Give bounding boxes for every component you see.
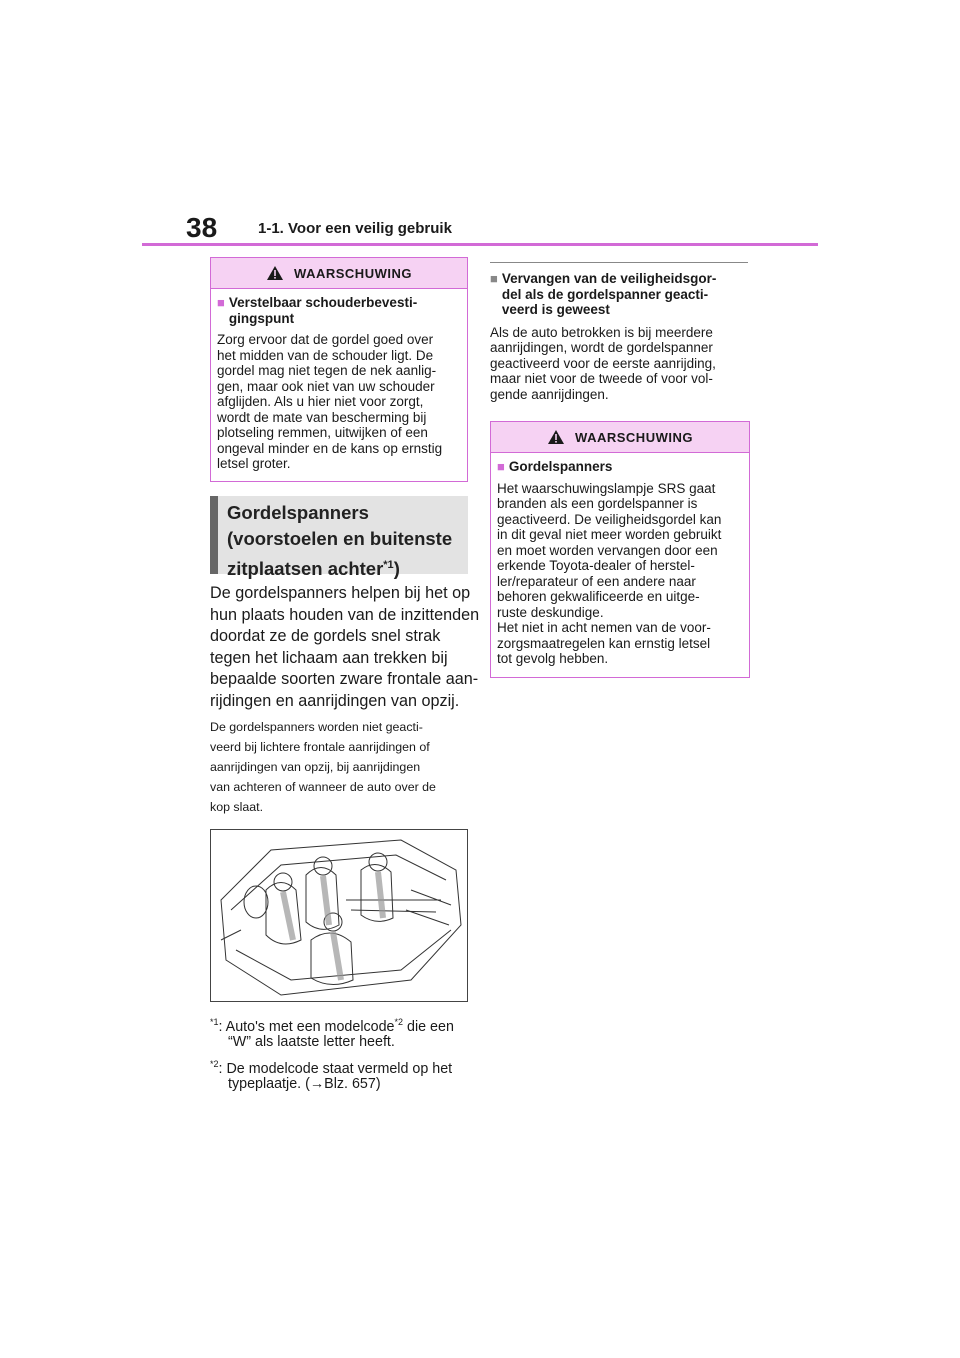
warning-label: WAARSCHUWING — [294, 265, 412, 281]
heading-line-1: Gordelspanners — [227, 502, 369, 523]
warning-subtitle-text: Gordelspanners — [508, 459, 613, 474]
warning-triangle-icon — [266, 265, 284, 281]
page-number: 38 — [186, 212, 218, 243]
warning-triangle-icon — [547, 429, 565, 445]
warning-text: Zorg ervoor dat de gordel goed over het midden van de schouder ligt. De gordel mag niet tegen de nek aanlig- gen, maar ook niet van uw schouder afglijden. Als u hier niet voor zorgt, wordt de mate van bescherming bij plotseling remmen, uitwijken of een ongeval minder en de kans op ernstig letsel groter. — [217, 332, 443, 471]
footnote-1: $^{*1}$: Auto's met een modelcode$^{*2}$ die een — [210, 1017, 454, 1035]
right-section-text: Als de auto betrokken is bij meerdere aanrijdingen, wordt de gordelspanner geactiveerd voor de eerste aanrijding, maar niet voor de tweede of voor vol- gende aanrijdingen. — [490, 324, 716, 402]
footnote-2-cont: typeplaatje. (→Blz. 657) — [228, 1076, 381, 1092]
square-bullet-icon: ■ — [217, 295, 225, 310]
warning-subtitle — [217, 295, 461, 326]
heading-line-3: zitplaatsen achter$^{*1}$) — [227, 558, 400, 580]
note-paragraph: De gordelspanners worden niet geacti- veerd bij lichtere frontale aanrijdingen of aanrijdingen van opzij, bij aanrijdingen van achteren of wanneer de auto over de kop slaat. — [210, 720, 436, 814]
right-section — [490, 263, 750, 402]
footnote-2: $^{*2}$: De modelcode staat vermeld op het — [210, 1059, 453, 1077]
section-heading — [210, 496, 468, 580]
right-section-title: ■ Vervangen van de veiligheidsgor- del als de gordelspanner geacti- veerd is geweest — [490, 271, 717, 317]
warning-label: WAARSCHUWING — [575, 429, 693, 445]
arrow-right-icon: → — [309, 1076, 325, 1092]
seatbelt-pretensioner-illustration — [210, 829, 468, 1002]
heading-line-2: (voorstoelen en buitenste — [227, 528, 453, 549]
warning-subtitle — [497, 459, 743, 475]
intro-paragraph: De gordelspanners helpen bij het op hun plaats houden van de inzittenden doordat ze de gordels snel strak tegen het lichaam aan trekken bij bepaalde soorten zware frontale aan- rijdingen en aanrijdingen van opzij. — [210, 584, 480, 710]
warning-header — [491, 422, 749, 453]
warning-subtitle-text: Verstelbaar schouderbevesti- gingspunt — [228, 295, 418, 326]
warning-box-pretensioners — [490, 421, 750, 678]
header-rule — [142, 243, 818, 246]
section-title: 1-1. Voor een veilig gebruik — [258, 220, 452, 237]
warning-header — [211, 258, 467, 289]
warning-box-shoulder-anchor — [210, 257, 468, 482]
footnote-1-cont: “W” als laatste letter heeft. — [228, 1034, 395, 1050]
square-bullet-icon: ■ — [490, 271, 498, 286]
warning-text: Het waarschuwingslampje SRS gaat branden als een gordelspanner is geactiveerd. De veiligheidsgordel kan in dit geval niet meer worden gebruikt en moet worden vervangen door een erkende Toyota-dealer of herstel- ler/reparateur of een andere naar behoren gekwalificeerde en uitge- ruste deskundige. Het niet in acht nemen van de voor- zorgsmaatregelen kan ernstig letsel tot gevolg hebben. — [497, 480, 722, 666]
square-bullet-icon: ■ — [497, 459, 505, 474]
